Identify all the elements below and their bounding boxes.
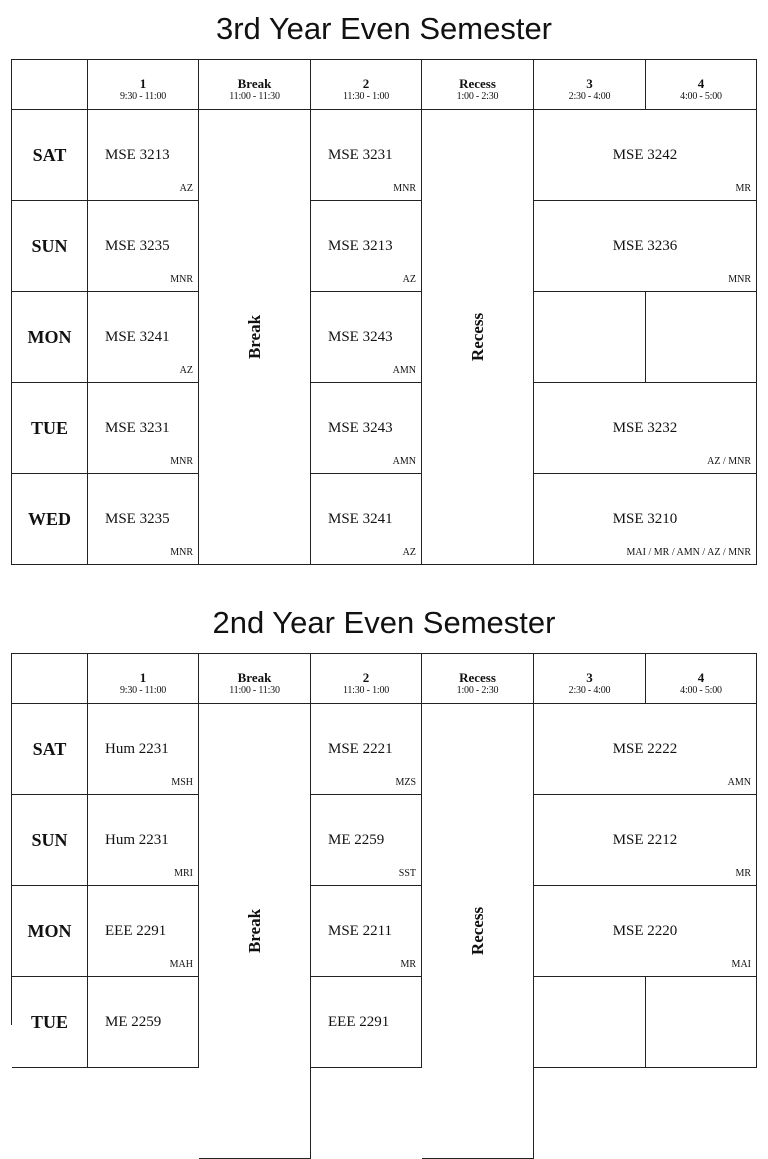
lab-cell-period-3-4 [534, 795, 757, 886]
empty-cell-period-4 [646, 977, 757, 1068]
teacher-initials: AMN [727, 777, 751, 788]
course-code: MSE 3243 [328, 329, 393, 345]
day-cell [12, 977, 88, 1068]
period-time: 4:00 - 5:00 [680, 685, 722, 696]
timetable-2nd-year [11, 653, 757, 1032]
course-code: MSE 3210 [612, 511, 678, 527]
period-time: 11:30 - 1:00 [342, 685, 390, 696]
recess-label: Recess [467, 312, 487, 362]
course-code: MSE 3241 [105, 329, 170, 345]
course-code: MSE 3235 [105, 511, 170, 527]
teacher-initials: MAI [731, 959, 751, 970]
lab-cell-period-3-4 [534, 201, 757, 292]
class-cell-period-1 [88, 977, 199, 1068]
teacher-initials: MNR [728, 274, 751, 285]
day-cell [12, 292, 88, 383]
period-number: 3 [586, 670, 593, 685]
class-cell-period-2 [311, 292, 422, 383]
period-number: 2 [362, 76, 370, 91]
course-code: MSE 3242 [612, 147, 678, 163]
empty-cell-period-3 [534, 292, 646, 383]
recess-column [422, 110, 534, 565]
teacher-initials: MNR [170, 547, 193, 558]
day-label: TUE [30, 1011, 68, 1032]
period-header [311, 60, 422, 110]
period-time: 1:00 - 2:30 [456, 685, 499, 696]
teacher-initials: MAI / MR / AMN / AZ / MNR [626, 547, 751, 558]
empty-cell-period-3 [534, 977, 646, 1068]
period-number: 4 [697, 670, 705, 685]
class-cell-period-1 [88, 110, 199, 201]
period-time: 11:00 - 11:30 [229, 685, 280, 696]
course-code: ME 2259 [105, 1014, 162, 1030]
course-code: ME 2259 [328, 832, 385, 848]
lab-cell-period-3-4 [534, 110, 757, 201]
period-header [199, 60, 311, 110]
teacher-initials: MAH [169, 959, 193, 970]
period-time: 11:00 - 11:30 [229, 91, 280, 102]
empty-cell-period-4 [646, 292, 757, 383]
teacher-initials: AZ [402, 547, 416, 558]
class-cell-period-1 [88, 383, 199, 474]
class-cell-period-2 [311, 201, 422, 292]
period-time: 9:30 - 11:00 [119, 91, 167, 102]
class-cell-period-1 [88, 795, 199, 886]
teacher-initials: AZ [179, 183, 193, 194]
course-code: Hum 2231 [105, 832, 169, 848]
course-code: MSE 2221 [328, 741, 393, 757]
teacher-initials: MR [735, 183, 751, 194]
teacher-initials: SST [398, 868, 416, 879]
period-time: 9:30 - 11:00 [119, 685, 167, 696]
day-label: SUN [31, 829, 68, 850]
course-code: EEE 2291 [105, 923, 167, 939]
course-code: MSE 2211 [328, 923, 393, 939]
day-label: MON [27, 326, 72, 347]
table-title-3rd-year: 3rd Year Even Semester [215, 11, 553, 46]
course-code: MSE 3231 [328, 147, 393, 163]
class-cell-period-2 [311, 110, 422, 201]
teacher-initials: MRI [174, 868, 193, 879]
break-column [199, 110, 311, 565]
teacher-initials: AMN [392, 365, 416, 376]
day-cell [12, 795, 88, 886]
class-cell-period-1 [88, 886, 199, 977]
class-cell-period-2 [311, 977, 422, 1068]
period-header [199, 654, 311, 704]
lab-cell-period-3-4 [534, 704, 757, 795]
course-code: MSE 3243 [328, 420, 393, 436]
period-header [88, 60, 199, 110]
course-code: Hum 2231 [105, 741, 169, 757]
header-corner-cell [12, 654, 88, 704]
class-cell-period-2 [311, 383, 422, 474]
day-label: SUN [31, 235, 68, 256]
class-cell-period-1 [88, 474, 199, 565]
day-cell [12, 201, 88, 292]
teacher-initials: AMN [392, 456, 416, 467]
course-code: MSE 3235 [105, 238, 170, 254]
class-cell-period-1 [88, 201, 199, 292]
day-cell [12, 110, 88, 201]
class-cell-period-1 [88, 704, 199, 795]
teacher-initials: AZ / MNR [707, 456, 751, 467]
course-code: MSE 2222 [612, 741, 678, 757]
teacher-initials: MNR [393, 183, 416, 194]
header-corner-cell [12, 60, 88, 110]
recess-label: Recess [467, 906, 487, 956]
period-number: 4 [697, 76, 705, 91]
period-time: 4:00 - 5:00 [680, 91, 722, 102]
break-column [199, 704, 311, 1159]
class-cell-period-2 [311, 886, 422, 977]
day-label: MON [27, 920, 72, 941]
lab-cell-period-3-4 [534, 383, 757, 474]
period-time: 2:30 - 4:00 [568, 91, 611, 102]
teacher-initials: MR [735, 868, 751, 879]
period-number: Recess [459, 670, 496, 685]
day-label: WED [27, 508, 71, 529]
class-cell-period-1 [88, 292, 199, 383]
course-code: MSE 2212 [612, 832, 678, 848]
course-code: MSE 3236 [612, 238, 678, 254]
course-code: MSE 3241 [328, 511, 393, 527]
teacher-initials: AZ [402, 274, 416, 285]
class-cell-period-2 [311, 474, 422, 565]
period-header [646, 654, 757, 704]
teacher-initials: MSH [171, 777, 193, 788]
period-number: Break [237, 670, 272, 685]
period-header [534, 60, 646, 110]
period-header [646, 60, 757, 110]
day-cell [12, 886, 88, 977]
period-header [422, 60, 534, 110]
course-code: MSE 3213 [105, 147, 170, 163]
course-code: MSE 2220 [612, 923, 678, 939]
period-time: 2:30 - 4:00 [568, 685, 611, 696]
period-number: 3 [586, 76, 593, 91]
break-label: Break [244, 908, 264, 954]
period-time: 1:00 - 2:30 [456, 91, 499, 102]
teacher-initials: MNR [170, 274, 193, 285]
period-number: 2 [362, 670, 370, 685]
table-title-2nd-year: 2nd Year Even Semester [212, 605, 556, 640]
period-header [534, 654, 646, 704]
course-code: MSE 3213 [328, 238, 393, 254]
period-header [422, 654, 534, 704]
period-number: 1 [139, 670, 147, 685]
timetable-3rd-year [11, 59, 757, 565]
lab-cell-period-3-4 [534, 886, 757, 977]
class-cell-period-2 [311, 704, 422, 795]
course-code: MSE 3231 [105, 420, 170, 436]
course-code: MSE 3232 [612, 420, 678, 436]
teacher-initials: MR [400, 959, 416, 970]
lab-cell-period-3-4 [534, 474, 757, 565]
day-cell [12, 383, 88, 474]
period-header [88, 654, 199, 704]
period-time: 11:30 - 1:00 [342, 91, 390, 102]
period-header [311, 654, 422, 704]
day-label: SAT [32, 144, 67, 165]
recess-column [422, 704, 534, 1159]
teacher-initials: MZS [395, 777, 416, 788]
teacher-initials: AZ [179, 365, 193, 376]
period-number: Break [237, 76, 272, 91]
teacher-initials: MNR [170, 456, 193, 467]
day-label: TUE [30, 417, 68, 438]
period-number: 1 [139, 76, 147, 91]
period-number: Recess [459, 76, 496, 91]
day-cell [12, 474, 88, 565]
course-code: EEE 2291 [328, 1014, 390, 1030]
day-cell [12, 704, 88, 795]
break-label: Break [244, 314, 264, 360]
class-cell-period-2 [311, 795, 422, 886]
day-label: SAT [32, 738, 67, 759]
